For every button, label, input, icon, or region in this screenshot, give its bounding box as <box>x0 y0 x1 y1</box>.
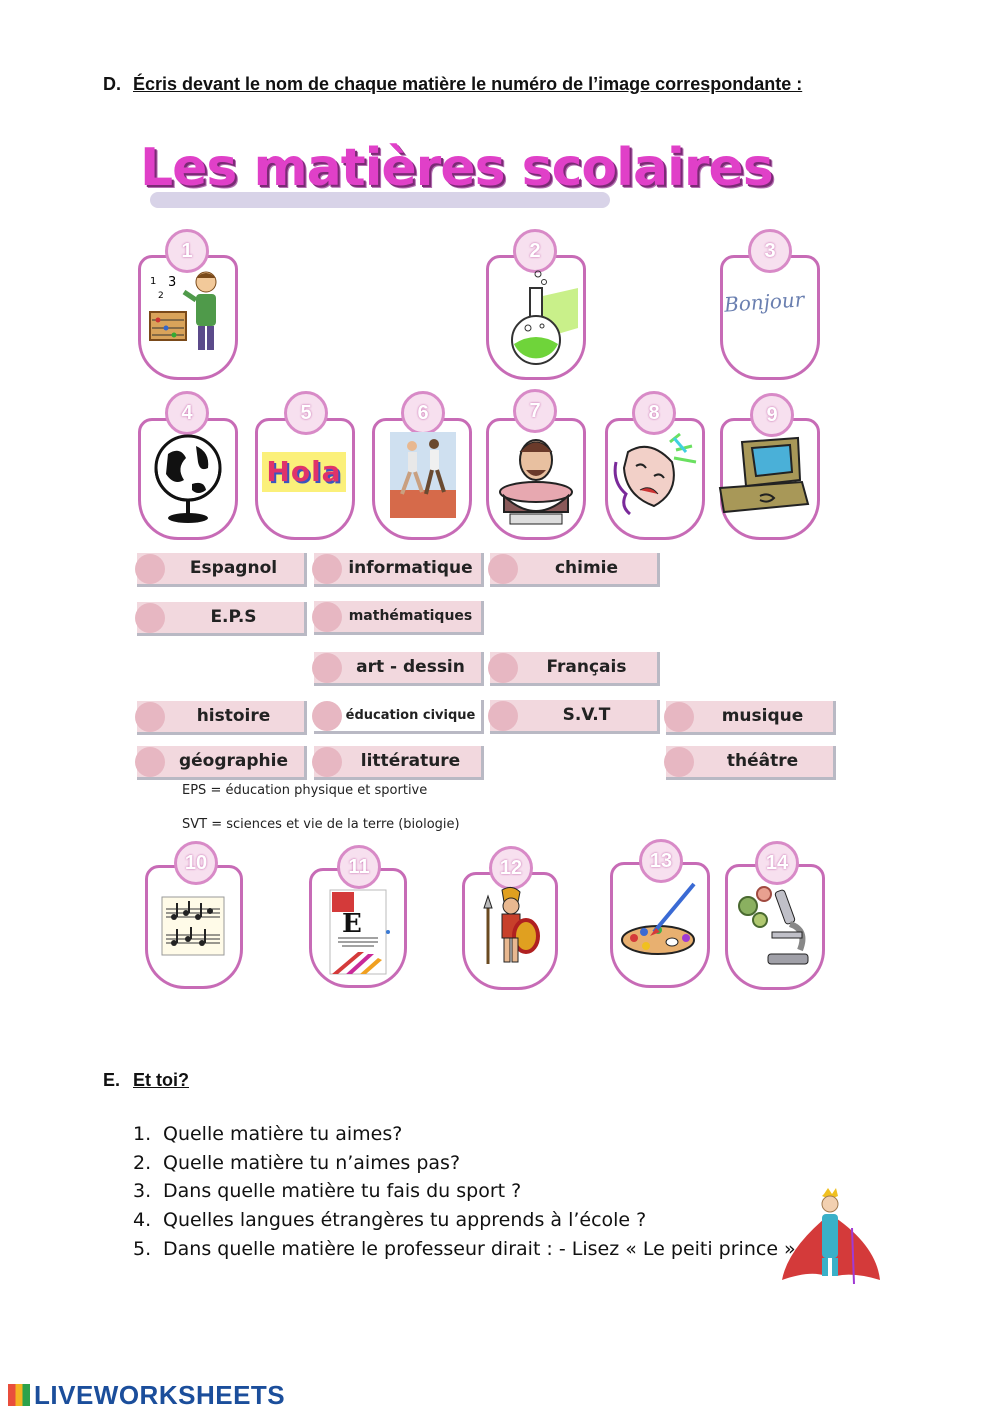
chip-dot <box>135 747 165 777</box>
shakespeare-bust-icon <box>490 430 582 530</box>
question-text: Dans quelle matière tu fais du sport ? <box>163 1180 522 1203</box>
number-badge-12: 12 <box>489 846 533 890</box>
subject-chip-art-dessin <box>314 652 484 686</box>
footer-brand-text: LIVEWORKSHEETS <box>34 1380 286 1410</box>
worksheet-title: Les matières scolaires <box>140 138 773 198</box>
microscope-icon <box>734 884 818 968</box>
subject-chip-theatre <box>666 746 836 780</box>
chip-dot <box>312 747 342 777</box>
subject-label: Espagnol <box>189 558 278 578</box>
chip-dot <box>664 747 694 777</box>
question-text: Quelle matière tu n’aimes pas? <box>163 1151 461 1174</box>
number-badge-13: 13 <box>639 839 683 883</box>
runners-icon <box>390 432 456 518</box>
section-d-letter: D. <box>103 74 121 94</box>
question-number: 5. <box>133 1237 152 1260</box>
chemistry-flask-icon <box>494 268 578 368</box>
number-badge-9: 9 <box>750 393 794 437</box>
number-badge-7: 7 <box>513 389 557 433</box>
svg-text:1: 1 <box>150 276 157 287</box>
question-list <box>133 1120 796 1264</box>
chip-dot <box>664 702 694 732</box>
subject-label: mathématiques <box>348 608 473 624</box>
globe-icon <box>146 428 230 528</box>
eps-definition-note: EPS = éducation physique et sportive <box>182 783 428 798</box>
liveworksheets-footer <box>8 1380 285 1411</box>
subject-chip-mathematiques <box>314 601 484 635</box>
subject-label: informatique <box>348 558 473 578</box>
svg-text:E: E <box>342 909 362 939</box>
number-badge-14: 14 <box>755 841 799 885</box>
subject-chip-francais <box>490 652 660 686</box>
svg-text:3: 3 <box>168 275 177 290</box>
chip-dot <box>312 701 342 731</box>
chip-dot <box>312 554 342 584</box>
question-number: 1. <box>133 1123 152 1145</box>
little-prince-icon <box>780 1188 884 1288</box>
number-badge-10: 10 <box>174 841 218 885</box>
chip-dot <box>488 701 518 731</box>
svg-text:2: 2 <box>158 291 164 301</box>
picture-frame-3 <box>720 255 820 380</box>
section-e-title: Et toi? <box>133 1070 189 1090</box>
question-number: 4. <box>133 1209 152 1232</box>
question-number: 3. <box>133 1180 152 1203</box>
section-e-heading <box>103 1070 189 1091</box>
number-badge-2: 2 <box>513 229 557 273</box>
question-text: Dans quelle matière le professeur dirait : - Lisez « Le peiti prince » <box>163 1237 796 1260</box>
chip-dot <box>312 653 342 683</box>
question-item <box>133 1206 796 1235</box>
number-badge-3: 3 <box>748 229 792 273</box>
music-notes-icon <box>158 893 230 959</box>
question-item <box>133 1235 796 1264</box>
computer-icon <box>712 434 812 518</box>
subject-chip-informatique <box>314 553 484 587</box>
subject-label: littérature <box>360 751 461 771</box>
chip-dot <box>135 702 165 732</box>
section-d-instruction: Écris devant le nom de chaque matière le numéro de l’image correspondante : <box>133 74 803 94</box>
math-teacher-icon <box>146 268 230 358</box>
subject-label: musique <box>721 706 804 726</box>
subject-label: art - dessin <box>356 657 465 677</box>
section-e-letter: E. <box>103 1070 121 1090</box>
question-item <box>133 1149 796 1178</box>
civic-education-book-icon <box>328 888 390 976</box>
subject-chip-svt <box>490 700 660 734</box>
section-d-heading <box>103 74 802 95</box>
subject-label: éducation civique <box>345 708 476 723</box>
chip-dot <box>135 554 165 584</box>
subject-label: chimie <box>554 558 619 578</box>
number-badge-5: 5 <box>284 391 328 435</box>
subject-chip-geographie <box>137 746 307 780</box>
subject-chip-litterature <box>314 746 484 780</box>
number-badge-8: 8 <box>632 391 676 435</box>
subject-label: géographie <box>178 751 289 771</box>
subject-chip-espagnol <box>137 553 307 587</box>
subject-label: histoire <box>196 706 271 726</box>
hola-text-image: Hola <box>262 452 346 492</box>
chip-dot <box>488 554 518 584</box>
subject-label: Français <box>546 657 627 677</box>
chip-dot <box>312 602 342 632</box>
subject-chip-musique <box>666 701 836 735</box>
subject-chip-education-civique <box>314 700 484 734</box>
question-item <box>133 1120 796 1149</box>
chip-dot <box>488 653 518 683</box>
subject-label: théâtre <box>726 751 799 771</box>
subject-chip-chimie <box>490 553 660 587</box>
theatre-mask-icon <box>610 432 700 522</box>
number-badge-1: 1 <box>165 229 209 273</box>
subject-label: S.V.T <box>562 705 611 725</box>
subject-label: E.P.S <box>210 607 257 627</box>
question-number: 2. <box>133 1151 152 1174</box>
subject-chip-eps <box>137 602 307 636</box>
svt-definition-note: SVT = sciences et vie de la terre (biologie) <box>182 817 460 832</box>
question-text: Quelles langues étrangères tu apprends à l’école ? <box>163 1209 647 1232</box>
paint-palette-icon <box>614 880 706 960</box>
roman-soldier-icon <box>478 886 544 970</box>
number-badge-6: 6 <box>401 391 445 435</box>
liveworksheets-logo-icon <box>8 1384 30 1406</box>
subject-chip-histoire <box>137 701 307 735</box>
number-badge-4: 4 <box>165 391 209 435</box>
bonjour-text-image: Bonjour <box>723 287 806 317</box>
question-text: Quelle matière tu aimes? <box>163 1123 403 1145</box>
question-item <box>133 1177 796 1206</box>
chip-dot <box>135 603 165 633</box>
number-badge-11: 11 <box>337 845 381 889</box>
